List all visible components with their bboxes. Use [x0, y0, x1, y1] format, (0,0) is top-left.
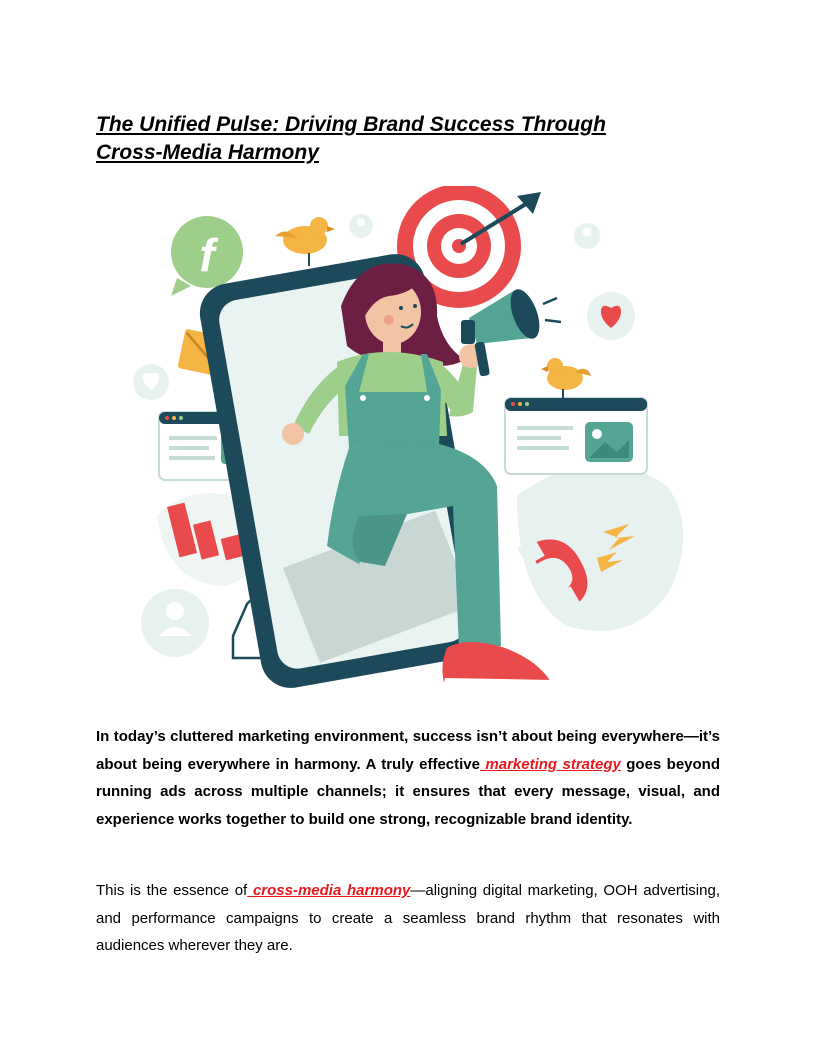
- title-line-1: The Unified Pulse: Driving Brand Success Through: [96, 113, 606, 136]
- heart-icon: [133, 364, 169, 400]
- intro-text: In today’s cluttered marketing environment, success isn’t about being everywhere—it’s about being everywhere in harmony. A truly effective: [96, 728, 720, 773]
- intro-paragraph: [96, 723, 720, 833]
- user-icon: [349, 214, 373, 238]
- user-icon: [574, 223, 600, 249]
- marketing-strategy-link[interactable]: marketing strategy: [480, 755, 621, 773]
- user-icon: [141, 589, 209, 657]
- svg-text:f: f: [199, 229, 215, 281]
- essence-paragraph: [96, 877, 720, 960]
- browser-window-icon: [505, 398, 647, 474]
- hero-illustration: [97, 186, 685, 704]
- essence-text: This is the essence of: [96, 882, 248, 899]
- cross-media-harmony-link[interactable]: cross-media harmony: [247, 882, 411, 899]
- essence-text-continued: —aligning digital marketing, OOH advertising, and performance campaigns to create a seamless brand rhythm that resonates with audiences wherever they are.: [96, 882, 720, 954]
- document-title: [96, 111, 720, 167]
- title-line-2: Cross-Media Harmony: [96, 141, 319, 164]
- heart-icon: [587, 292, 635, 340]
- intro-text-continued: goes beyond running ads across multiple channels; it ensures that every message, visual, and experience works together to build one strong, recognizable brand identity.: [96, 755, 721, 828]
